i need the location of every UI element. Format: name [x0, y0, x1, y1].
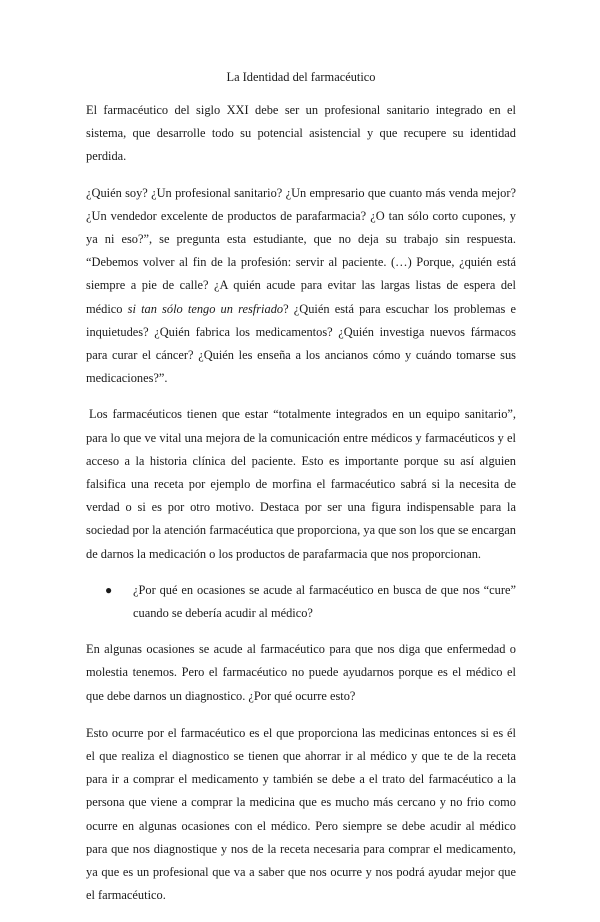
final-paragraph: Esto ocurre por el farmacéutico es el que proporciona las medicinas entonces si es él el que realiza el diagnostico se tienen que ahorrar ir al médico y que te de la receta para ir a comprar el medicamento y también se debe a el trato del farmacéutico a la persona que viene a comprar la medicina que es mucho más cercano y no frio como ocurre en algunas ocasiones con el médico. Pero siempre se debe acudir al médico para que nos diagnostique y nos de la receta necesaria para comprar el medicamento, ya que es un profesional que va a saber que nos ocurre y nos podrá ayudar mejor que el farmacéutico. — [86, 725, 516, 903]
bullet-item — [86, 579, 516, 625]
bullet-icon: ● — [105, 582, 113, 597]
quote-paragraph — [86, 182, 516, 391]
quote-paragraph-part2: ? ¿Quién está para escuchar los problemas e inquietudes? ¿Quién fabrica los medicamentos? ¿Quién investiga nuevos fármacos para curar el cáncer? ¿Quién les enseña a los ancianos cómo y cuándo tomarse sus medicaciones?”. — [86, 301, 516, 386]
document-page — [86, 66, 516, 922]
integration-paragraph: Los farmacéuticos tienen que estar “totalmente integrados en un equipo sanitario”, para lo que ve vital una mejora de la comunicación entre médicos y farmacéuticos y el acceso a la historia clínica del paciente. Esto es importante porque su así alguien falsifica una receta por ejemplo de morfina el farmacéutico sabrá si la necesita de verdad o si es por otro motivo. Destaca por ser una figura indispensable para la sociedad por la atención farmacéutica que proporciona, ya que son los que se encargan de darnos la medicación o los productos de parafarmacia que nos proporcionan. — [86, 407, 516, 561]
quote-paragraph-part1: ¿Quién soy? ¿Un profesional sanitario? ¿Un empresario que cuanto más venda mejor? ¿Un vendedor excelente de productos de parafarmacia? ¿O tan sólo corto cupones, y ya ni eso?”, se pregunta esta estudiante, que no deja su trabajo sin respuesta. “Debemos volver al fin de la profesión: servir al paciente. (…) Porque, ¿quién está siempre a pie de calle? ¿A quién acude para evitar las largas listas de espera del médico — [86, 185, 516, 316]
answer-paragraph: En algunas ocasiones se acude al farmacéutico para que nos diga que enfermedad o molestia tenemos. Pero el farmacéutico no puede ayudarnos porque es el médico el que debe darnos un diagnostico. ¿Por qué ocurre esto? — [86, 642, 516, 703]
quote-paragraph-italic: si tan sólo tengo un resfriado — [127, 301, 284, 316]
bullet-question: ¿Por qué en ocasiones se acude al farmacéutico en busca de que nos “cure” cuando se debería acudir al médico? — [133, 582, 516, 621]
document-title: La Identidad del farmacéutico — [226, 70, 376, 84]
intro-paragraph: El farmacéutico del siglo XXI debe ser un profesional sanitario integrado en el sistema, que desarrolle todo su potencial asistencial y que recupere su identidad perdida. — [86, 103, 516, 164]
